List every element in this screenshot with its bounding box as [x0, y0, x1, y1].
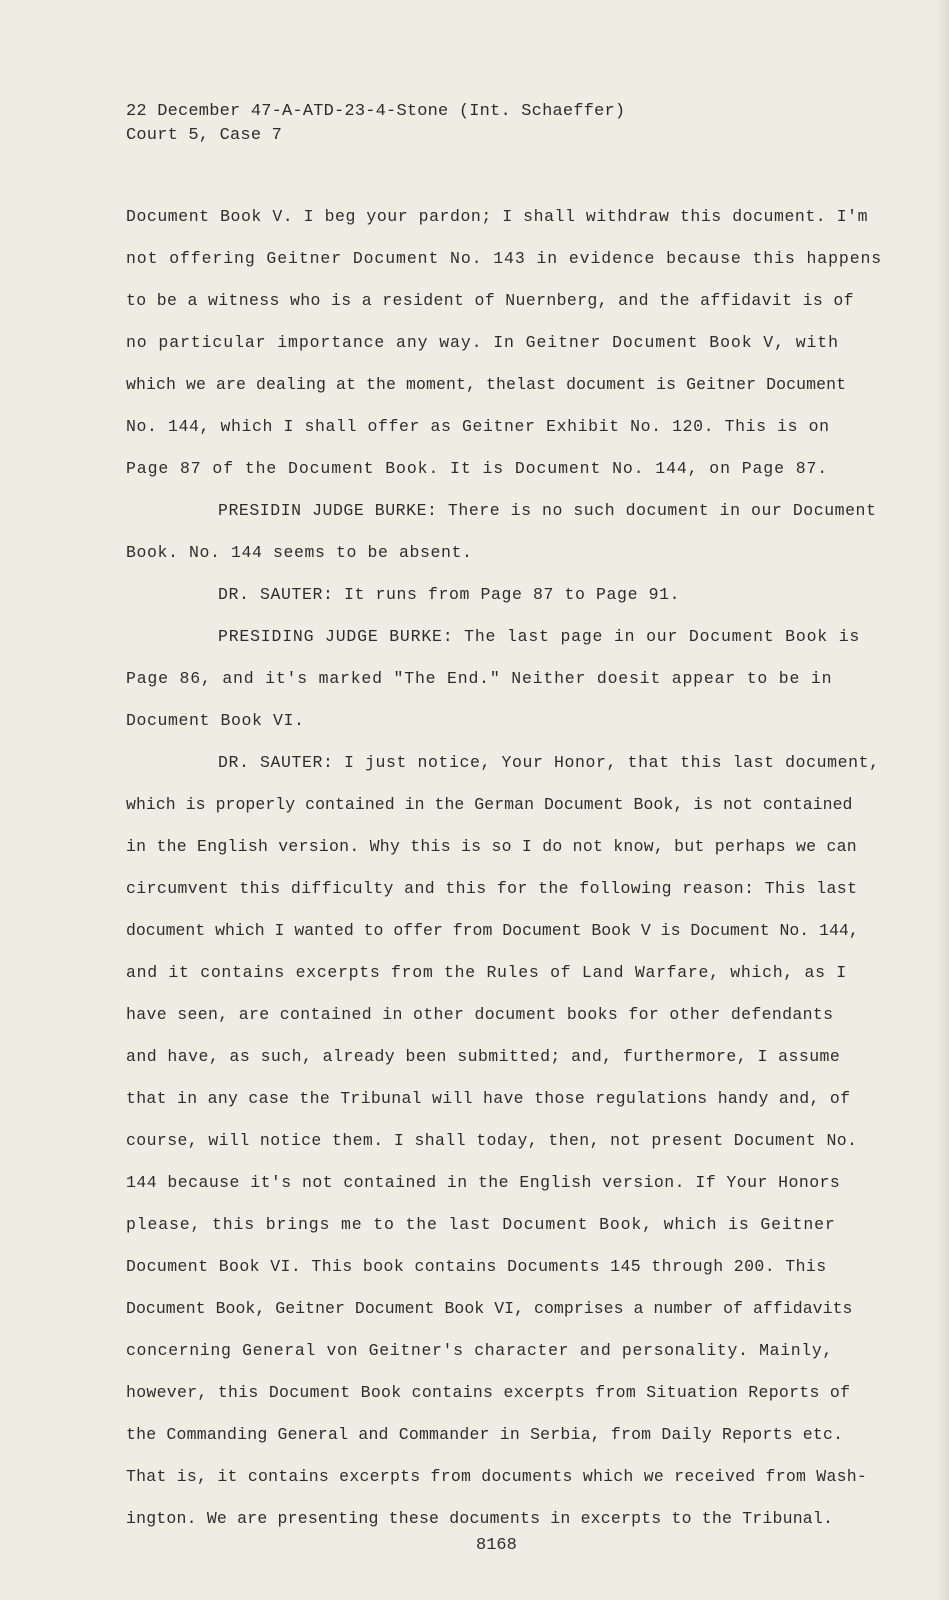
- header-court-case: Court 5, Case 7: [126, 126, 283, 145]
- transcript-line: concerning General von Geitner's character and personality. Mainly,: [126, 1341, 833, 1360]
- transcript-line: ington. We are presenting these documents in excerpts to the Tribunal.: [126, 1509, 834, 1528]
- transcript-line: which is properly contained in the German Document Book, is not contained: [126, 795, 853, 814]
- transcript-line: Document Book VI.: [126, 711, 305, 730]
- header-date-reference: 22 December 47-A-ATD-23-4-Stone (Int. Schaeffer): [126, 102, 626, 121]
- transcript-line: That is, it contains excerpts from documents which we received from Wash-: [126, 1467, 868, 1486]
- transcript-line: not offering Geitner Document No. 143 in evidence because this happens: [126, 249, 883, 268]
- transcript-speaker-line: DR. SAUTER: It runs from Page 87 to Page 91.: [218, 585, 681, 604]
- transcript-line: no particular importance any way. In Geitner Document Book V, with: [126, 333, 839, 352]
- transcript-line: however, this Document Book contains excerpts from Situation Reports of: [126, 1383, 851, 1402]
- transcript-line: and have, as such, already been submitted; and, furthermore, I assume: [126, 1047, 841, 1066]
- transcript-line: have seen, are contained in other document books for other defendants: [126, 1005, 834, 1024]
- transcript-line: which we are dealing at the moment, thelast document is Geitner Document: [126, 375, 847, 394]
- transcript-line: Document Book, Geitner Document Book VI, comprises a number of affidavits: [126, 1299, 853, 1318]
- transcript-line: document which I wanted to offer from Document Book V is Document No. 144,: [126, 921, 859, 940]
- transcript-line: Page 86, and it's marked "The End." Neither doesit appear to be in: [126, 669, 833, 688]
- transcript-body: [126, 196, 886, 1540]
- transcript-line: 144 because it's not contained in the English version. If Your Honors: [126, 1173, 841, 1192]
- transcript-line: in the English version. Why this is so I do not know, but perhaps we can: [126, 837, 857, 856]
- transcript-line: to be a witness who is a resident of Nuernberg, and the affidavit is of: [126, 291, 854, 310]
- transcript-speaker-line: PRESIDING JUDGE BURKE: The last page in our Document Book is: [218, 627, 861, 646]
- transcript-line: No. 144, which I shall offer as Geitner Exhibit No. 120. This is on: [126, 417, 830, 436]
- transcript-line: course, will notice them. I shall today, then, not present Document No.: [126, 1131, 858, 1150]
- transcript-line: and it contains excerpts from the Rules of Land Warfare, which, as I: [126, 963, 847, 982]
- transcript-line: Document Book V. I beg your pardon; I shall withdraw this document. I'm: [126, 207, 869, 226]
- transcript-speaker-line: PRESIDIN JUDGE BURKE: There is no such document in our Document: [218, 501, 877, 520]
- document-header: [126, 100, 625, 148]
- transcript-line: circumvent this difficulty and this for the following reason: This last: [126, 879, 858, 898]
- transcript-line: please, this brings me to the last Document Book, which is Geitner: [126, 1215, 836, 1234]
- transcript-speaker-line: DR. SAUTER: I just notice, Your Honor, that this last document,: [218, 753, 880, 772]
- transcript-line: Document Book VI. This book contains Documents 145 through 200. This: [126, 1257, 827, 1276]
- transcript-line: that in any case the Tribunal will have those regulations handy and, of: [126, 1089, 851, 1108]
- transcript-line: Book. No. 144 seems to be absent.: [126, 543, 473, 562]
- page-edge-shadow: [935, 0, 949, 1600]
- transcript-line: Page 87 of the Document Book. It is Document No. 144, on Page 87.: [126, 459, 829, 478]
- page-number: 8168: [476, 1536, 517, 1555]
- transcript-line: the Commanding General and Commander in Serbia, from Daily Reports etc.: [126, 1425, 844, 1444]
